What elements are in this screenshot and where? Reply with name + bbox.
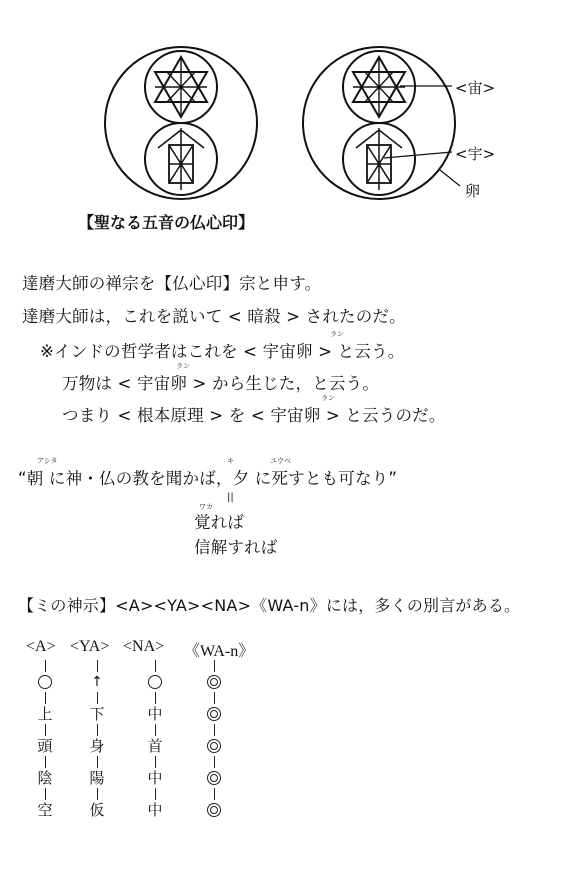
figure-caption: 【聖なる五音の仏心印】 <box>78 213 255 232</box>
line-5: つまり < 根本原理 > を < 宇宙卵 > と云うのだ。 <box>62 406 446 425</box>
line-3: ※インドの哲学者はこれを < 宇宙卵 > と云う。 <box>40 342 405 361</box>
double-circle-icon <box>207 707 221 721</box>
ruby-yuube: ユウベ <box>270 457 291 465</box>
header-ya: <YA> <box>70 638 110 655</box>
col-a-cell: 上 <box>37 705 53 723</box>
label-u: <宇> <box>455 145 496 163</box>
line-4: 万物は < 宇宙卵 > から生じた，と云う。 <box>62 374 380 393</box>
col-na-cell: 中 <box>147 705 163 723</box>
label-ran: 卵 <box>465 182 481 200</box>
col-ya-cell: 仮 <box>89 801 105 819</box>
ruby-waka: ワカ <box>199 503 213 511</box>
ruby-ashita: アシタ <box>37 457 58 465</box>
seal-figure <box>100 40 520 210</box>
quote-line: “朝 に神・仏の教を聞かば，夕 に死すとも可なり” <box>18 469 398 488</box>
line-2: 達磨大師は，これを説いて < 暗殺 > されたのだ。 <box>22 307 406 326</box>
symbol-na-icon <box>148 675 162 689</box>
ruby-ki: キ <box>227 457 234 465</box>
seal-right <box>303 47 460 199</box>
ruby-ran-1: ラン <box>330 330 344 338</box>
header-wan: 《WA-n》 <box>184 643 255 660</box>
col-a-cell: 陰 <box>37 769 53 787</box>
col-ya-cell: 身 <box>89 737 105 755</box>
pointer-u <box>384 152 452 158</box>
col-na-cell: 中 <box>147 769 163 787</box>
col-na-cell: 中 <box>147 801 163 819</box>
column-ya <box>82 660 112 820</box>
col-a-cell: 頭 <box>37 737 53 755</box>
ruby-ran-2: ラン <box>176 362 190 370</box>
col-ya-cell: 下 <box>89 705 105 723</box>
double-circle-icon <box>207 803 221 817</box>
quote-line-2: 覚れば <box>194 513 245 532</box>
line-1: 達磨大師の禅宗を【仏心印】宗と申す。 <box>22 274 322 293</box>
symbol-a-icon <box>38 675 52 689</box>
col-ya-cell: 陽 <box>89 769 105 787</box>
double-circle-icon <box>207 771 221 785</box>
shinji-line: 【ミの神示】<A><YA><NA>《WA-n》には，多くの別言がある。 <box>18 596 521 615</box>
col-na-cell: 首 <box>147 737 163 755</box>
quote-line-3: 信解すれば <box>194 538 278 557</box>
column-a <box>30 660 60 820</box>
double-circle-icon <box>207 739 221 753</box>
col-a-cell: 空 <box>37 801 53 819</box>
quote-equals: || <box>227 492 234 503</box>
double-circle-icon <box>207 675 221 689</box>
arrow-up-icon: ↑ <box>91 674 103 690</box>
pointer-ran <box>440 170 460 186</box>
header-na: <NA> <box>123 638 165 655</box>
column-na <box>140 660 170 820</box>
seal-left <box>105 47 257 199</box>
column-wan <box>199 660 229 820</box>
header-a: <A> <box>26 638 56 655</box>
ruby-ran-3: ラン <box>321 394 335 402</box>
label-chu: <宙> <box>455 79 496 97</box>
